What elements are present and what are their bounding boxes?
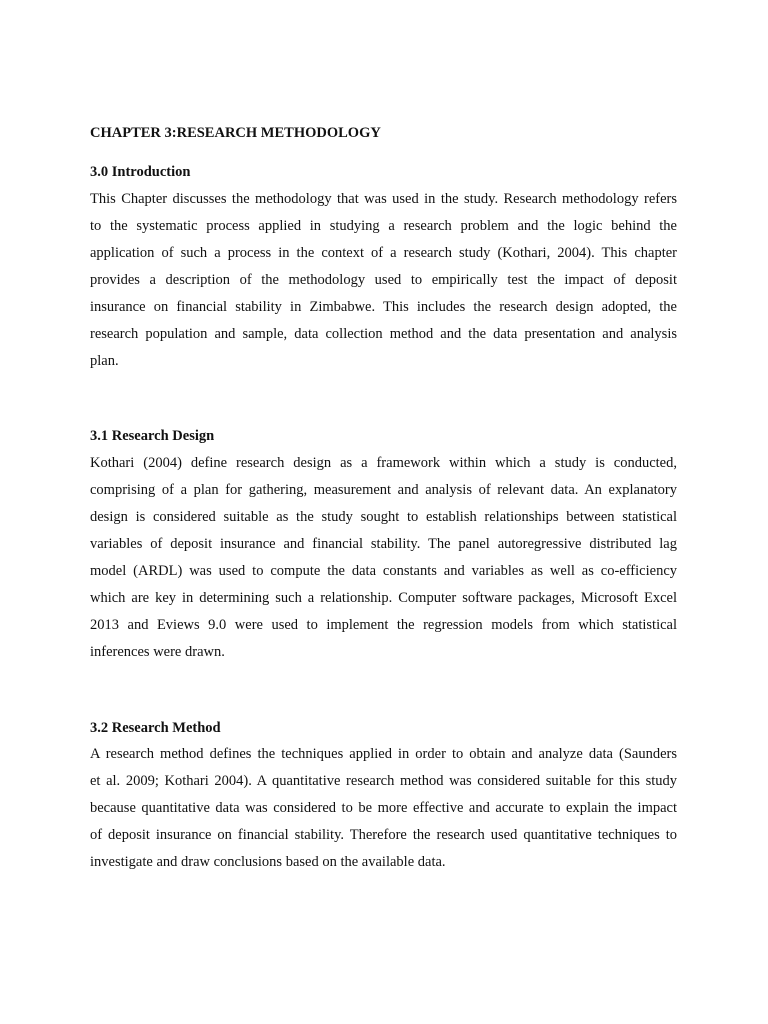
paragraph-line: research population and sample, data collection method and the data presentation and analysis bbox=[90, 326, 677, 342]
paragraph-line: which are key in determining such a relationship. Computer software packages, Microsoft Excel bbox=[90, 590, 677, 606]
paragraph-line: comprising of a plan for gathering, measurement and analysis of relevant data. An explanatory bbox=[90, 482, 677, 498]
paragraph-line: application of such a process in the context of a research study (Kothari, 2004). This chapter bbox=[90, 245, 677, 261]
paragraph-line: investigate and draw conclusions based on the available data. bbox=[90, 854, 446, 870]
paragraph-line: model (ARDL) was used to compute the data constants and variables as well as co-efficiency bbox=[90, 563, 677, 579]
paragraph-line: design is considered suitable as the study sought to establish relationships between statistical bbox=[90, 509, 677, 525]
paragraph-line: variables of deposit insurance and financial stability. The panel autoregressive distributed lag bbox=[90, 536, 677, 552]
chapter-title: CHAPTER 3:RESEARCH METHODOLOGY bbox=[90, 125, 381, 141]
paragraph-line: inferences were drawn. bbox=[90, 644, 225, 660]
section-heading-research-method: 3.2 Research Method bbox=[90, 720, 221, 736]
paragraph-introduction bbox=[90, 186, 677, 375]
paragraph-research-design bbox=[90, 450, 677, 666]
paragraph-line: This Chapter discusses the methodology that was used in the study. Research methodology refers bbox=[90, 191, 677, 207]
paragraph-line: because quantitative data was considered to be more effective and accurate to explain the impact bbox=[90, 800, 677, 816]
section-heading-research-design: 3.1 Research Design bbox=[90, 428, 215, 444]
paragraph-line: et al. 2009; Kothari 2004). A quantitative research method was considered suitable for this study bbox=[90, 773, 677, 789]
paragraph-research-method bbox=[90, 741, 677, 876]
paragraph-line: Kothari (2004) define research design as a framework within which a study is conducted, bbox=[90, 455, 677, 471]
paragraph-line: plan. bbox=[90, 353, 119, 369]
paragraph-line: provides a description of the methodology used to empirically test the impact of deposit bbox=[90, 272, 677, 288]
paragraph-line: A research method defines the techniques applied in order to obtain and analyze data (Saunders bbox=[90, 746, 677, 762]
paragraph-line: 2013 and Eviews 9.0 were used to implement the regression models from which statistical bbox=[90, 617, 677, 633]
section-heading-introduction: 3.0 Introduction bbox=[90, 164, 191, 180]
paragraph-line: of deposit insurance on financial stability. Therefore the research used quantitative techniques to bbox=[90, 827, 677, 843]
paragraph-line: to the systematic process applied in studying a research problem and the logic behind the bbox=[90, 218, 677, 234]
paragraph-line: insurance on financial stability in Zimbabwe. This includes the research design adopted, the bbox=[90, 299, 677, 315]
